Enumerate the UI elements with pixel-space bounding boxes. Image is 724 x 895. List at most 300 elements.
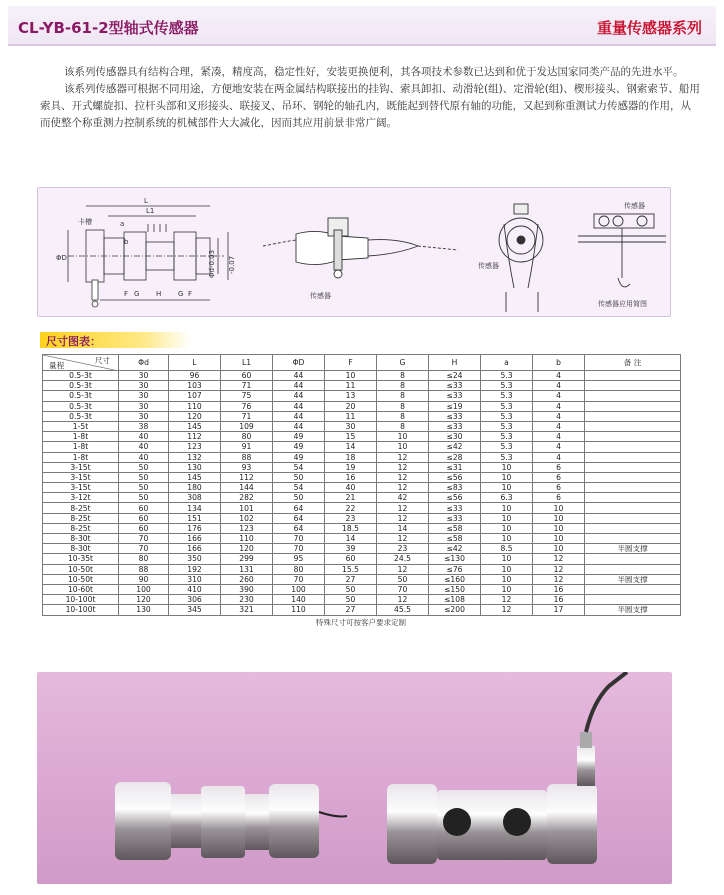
value-cell: 20: [325, 401, 377, 411]
value-cell: 10: [481, 503, 533, 513]
remark-cell: [585, 411, 681, 421]
value-cell: 10: [533, 534, 585, 544]
value-cell: 10: [481, 574, 533, 584]
column-header: L: [169, 355, 221, 371]
table-row: [43, 523, 681, 533]
value-cell: 5.3: [481, 391, 533, 401]
column-header: F: [325, 355, 377, 371]
remark-cell: [585, 523, 681, 533]
diagram-panel: [37, 187, 671, 317]
value-cell: 40: [119, 452, 169, 462]
value-cell: 70: [119, 544, 169, 554]
value-cell: ≤33: [429, 421, 481, 431]
value-cell: 260: [221, 574, 273, 584]
value-cell: 23: [377, 544, 429, 554]
value-cell: 12: [481, 595, 533, 605]
remark-cell: [585, 452, 681, 462]
value-cell: 18: [325, 452, 377, 462]
value-cell: 14: [377, 523, 429, 533]
remark-cell: [585, 503, 681, 513]
value-cell: 101: [221, 503, 273, 513]
value-cell: 12: [377, 513, 429, 523]
value-cell: 134: [169, 503, 221, 513]
value-cell: 120: [119, 595, 169, 605]
value-cell: 10: [481, 472, 533, 482]
value-cell: 44: [273, 381, 325, 391]
value-cell: ≤58: [429, 523, 481, 533]
spec-table-wrap: [42, 354, 680, 628]
value-cell: ≤30: [429, 432, 481, 442]
range-cell: 1-5t: [43, 421, 119, 431]
spec-table-body: [43, 371, 681, 616]
value-cell: 70: [273, 534, 325, 544]
value-cell: 345: [169, 605, 221, 615]
range-cell: 0.5-3t: [43, 391, 119, 401]
label-sensor-3: 传感器: [624, 202, 645, 210]
value-cell: 8: [377, 381, 429, 391]
range-cell: 1-8t: [43, 442, 119, 452]
value-cell: 120: [221, 544, 273, 554]
value-cell: 282: [221, 493, 273, 503]
value-cell: ≤76: [429, 564, 481, 574]
corner-bottom-label: 量程: [49, 361, 65, 370]
range-cell: 8-30t: [43, 534, 119, 544]
value-cell: 10: [377, 442, 429, 452]
label-H: H: [156, 290, 162, 298]
value-cell: 107: [169, 391, 221, 401]
value-cell: 60: [119, 503, 169, 513]
value-cell: 42: [377, 493, 429, 503]
value-cell: 88: [119, 564, 169, 574]
value-cell: 5.3: [481, 381, 533, 391]
value-cell: 308: [169, 493, 221, 503]
value-cell: 350: [169, 554, 221, 564]
value-cell: 17: [533, 605, 585, 615]
product-photo: [37, 672, 672, 884]
table-row: [43, 554, 681, 564]
value-cell: 88: [221, 452, 273, 462]
value-cell: 60: [221, 371, 273, 381]
table-row: [43, 432, 681, 442]
model-title: CL-YB-61-2型轴式传感器: [18, 19, 199, 37]
value-cell: 10: [481, 564, 533, 574]
value-cell: 60: [119, 513, 169, 523]
value-cell: ≤58: [429, 534, 481, 544]
value-cell: 15.5: [325, 564, 377, 574]
value-cell: 306: [169, 595, 221, 605]
table-row: [43, 564, 681, 574]
value-cell: 10: [533, 513, 585, 523]
remark-cell: [585, 401, 681, 411]
value-cell: 5.3: [481, 452, 533, 462]
value-cell: 12: [377, 483, 429, 493]
value-cell: ≤28: [429, 452, 481, 462]
value-cell: 4: [533, 442, 585, 452]
value-cell: ≤42: [429, 442, 481, 452]
value-cell: 6: [533, 472, 585, 482]
value-cell: 180: [169, 483, 221, 493]
column-header: b: [533, 355, 585, 371]
value-cell: 6: [533, 462, 585, 472]
value-cell: 44: [273, 401, 325, 411]
value-cell: 192: [169, 564, 221, 574]
value-cell: 390: [221, 584, 273, 594]
value-cell: ≤19: [429, 401, 481, 411]
range-cell: 0.5-3t: [43, 381, 119, 391]
remark-cell: [585, 534, 681, 544]
value-cell: 12: [377, 503, 429, 513]
value-cell: 30: [325, 421, 377, 431]
value-cell: 93: [221, 462, 273, 472]
value-cell: 19: [325, 462, 377, 472]
value-cell: 50: [119, 493, 169, 503]
value-cell: 38: [119, 421, 169, 431]
range-cell: 1-8t: [43, 452, 119, 462]
table-row: [43, 534, 681, 544]
value-cell: ≤200: [429, 605, 481, 615]
value-cell: 44: [273, 421, 325, 431]
value-cell: 60: [119, 523, 169, 533]
value-cell: 10: [533, 544, 585, 554]
remark-cell: [585, 554, 681, 564]
table-row: [43, 493, 681, 503]
value-cell: 10: [481, 462, 533, 472]
range-cell: 8-25t: [43, 513, 119, 523]
value-cell: 110: [273, 605, 325, 615]
label-tol: -0.07: [228, 255, 236, 274]
value-cell: 6: [533, 483, 585, 493]
table-row: [43, 584, 681, 594]
column-header: ΦD: [273, 355, 325, 371]
range-cell: 8-25t: [43, 503, 119, 513]
table-row: [43, 391, 681, 401]
right-axle-sensor: [387, 672, 627, 864]
diagram-svg: [38, 188, 672, 318]
value-cell: 100: [119, 584, 169, 594]
value-cell: 4: [533, 401, 585, 411]
value-cell: 80: [221, 432, 273, 442]
value-cell: 16: [533, 595, 585, 605]
value-cell: 12: [377, 534, 429, 544]
range-cell: 10-100t: [43, 605, 119, 615]
value-cell: 4: [533, 411, 585, 421]
value-cell: 50: [119, 472, 169, 482]
value-cell: 166: [169, 534, 221, 544]
value-cell: 10: [533, 503, 585, 513]
shackle-drawing: [263, 218, 458, 278]
value-cell: 27: [325, 574, 377, 584]
value-cell: 6.3: [481, 493, 533, 503]
value-cell: 40: [119, 442, 169, 452]
value-cell: 5.3: [481, 411, 533, 421]
label-groove: 卡槽: [78, 218, 92, 226]
value-cell: 110: [221, 534, 273, 544]
value-cell: 16: [533, 584, 585, 594]
table-header-row: [43, 355, 681, 371]
value-cell: 30: [119, 411, 169, 421]
value-cell: 39: [325, 544, 377, 554]
range-cell: 0.5-3t: [43, 411, 119, 421]
value-cell: 12: [533, 564, 585, 574]
value-cell: 10: [481, 483, 533, 493]
label-phiD: ΦD: [56, 254, 67, 262]
value-cell: 12: [377, 462, 429, 472]
value-cell: 70: [273, 574, 325, 584]
remark-cell: [585, 595, 681, 605]
table-row: [43, 483, 681, 493]
table-row: [43, 595, 681, 605]
value-cell: 100: [273, 584, 325, 594]
value-cell: 8: [377, 371, 429, 381]
label-G1: G: [134, 290, 140, 298]
value-cell: 176: [169, 523, 221, 533]
value-cell: 130: [119, 605, 169, 615]
value-cell: 144: [221, 483, 273, 493]
value-cell: 54: [273, 462, 325, 472]
value-cell: 103: [169, 381, 221, 391]
table-row: [43, 472, 681, 482]
intro-paragraph-2: 该系列传感器可根据不同用途，方便地安装在两金属结构联接出的挂钩、索具卸扣、动滑轮(组)、定滑轮(组)、楔形接头、钢索索节、船用索具、开式螺旋扣、拉杆头部和叉形接头、联接叉、吊环、钢轮的轴孔内，既能起到替代原有轴的功能，又起到称重测试力传感器的作用，从而使整个称重测力控制系统的机械部件大大减化，因而其应用前景非常广阔。: [40, 83, 700, 129]
value-cell: ≤42: [429, 544, 481, 554]
value-cell: 50: [273, 472, 325, 482]
value-cell: 109: [221, 421, 273, 431]
range-cell: 0.5-3t: [43, 371, 119, 381]
intro-paragraph-1: 该系列传感器具有结构合理，紧凑，精度高，稳定性好，安装更换便利，其各项技术参数已达到和优于发达国家同类产品的先进水平。: [64, 66, 684, 78]
value-cell: 12: [481, 605, 533, 615]
remark-cell: [585, 391, 681, 401]
left-axle-sensor: [115, 782, 347, 860]
crane-caption: 传感器应用简图: [598, 300, 647, 308]
value-cell: 5.3: [481, 421, 533, 431]
value-cell: 145: [169, 421, 221, 431]
value-cell: 131: [221, 564, 273, 574]
value-cell: 14: [325, 442, 377, 452]
value-cell: 14: [325, 534, 377, 544]
value-cell: 13: [325, 391, 377, 401]
range-cell: 8-25t: [43, 523, 119, 533]
table-row: [43, 574, 681, 584]
value-cell: 10: [481, 554, 533, 564]
value-cell: 70: [273, 544, 325, 554]
value-cell: 6: [533, 493, 585, 503]
value-cell: 45.5: [377, 605, 429, 615]
value-cell: 49: [273, 452, 325, 462]
table-row: [43, 411, 681, 421]
remark-cell: 半圆支撑: [585, 574, 681, 584]
value-cell: 23: [325, 513, 377, 523]
column-header: 备 注: [585, 355, 681, 371]
value-cell: ≤24: [429, 371, 481, 381]
label-F1: F: [124, 290, 129, 298]
value-cell: 310: [169, 574, 221, 584]
value-cell: 10: [377, 432, 429, 442]
value-cell: 40: [119, 432, 169, 442]
table-row: [43, 544, 681, 554]
value-cell: 120: [169, 411, 221, 421]
value-cell: 70: [119, 534, 169, 544]
range-cell: 0.5-3t: [43, 401, 119, 411]
range-cell: 3-12t: [43, 493, 119, 503]
value-cell: 10: [481, 534, 533, 544]
remark-cell: [585, 432, 681, 442]
value-cell: 75: [221, 391, 273, 401]
value-cell: ≤83: [429, 483, 481, 493]
value-cell: 166: [169, 544, 221, 554]
value-cell: 30: [119, 381, 169, 391]
value-cell: 140: [273, 595, 325, 605]
value-cell: 44: [273, 371, 325, 381]
value-cell: 16: [325, 472, 377, 482]
label-phid: Φd-0.03: [208, 249, 216, 278]
value-cell: 22: [325, 503, 377, 513]
value-cell: ≤33: [429, 381, 481, 391]
value-cell: 50: [273, 493, 325, 503]
value-cell: 112: [169, 432, 221, 442]
table-corner-cell: [43, 355, 119, 371]
value-cell: 123: [169, 442, 221, 452]
range-cell: 10-50t: [43, 564, 119, 574]
label-F2: F: [188, 290, 193, 298]
value-cell: 132: [169, 452, 221, 462]
label-a: a: [120, 220, 125, 228]
range-cell: 10-50t: [43, 574, 119, 584]
value-cell: 145: [169, 472, 221, 482]
value-cell: 30: [119, 391, 169, 401]
value-cell: 10: [481, 513, 533, 523]
value-cell: 27: [325, 605, 377, 615]
value-cell: 54: [273, 483, 325, 493]
value-cell: 8.5: [481, 544, 533, 554]
value-cell: 8: [377, 391, 429, 401]
value-cell: 12: [377, 452, 429, 462]
value-cell: 102: [221, 513, 273, 523]
range-cell: 3-15t: [43, 483, 119, 493]
value-cell: 11: [325, 381, 377, 391]
value-cell: 10: [325, 371, 377, 381]
value-cell: 8: [377, 421, 429, 431]
remark-cell: [585, 381, 681, 391]
value-cell: 44: [273, 391, 325, 401]
value-cell: 90: [119, 574, 169, 584]
remark-cell: [585, 472, 681, 482]
value-cell: 321: [221, 605, 273, 615]
corner-top-label: 尺寸: [94, 356, 110, 365]
label-sensor-1: 传感器: [310, 292, 331, 300]
value-cell: 15: [325, 432, 377, 442]
value-cell: ≤33: [429, 391, 481, 401]
table-row: [43, 381, 681, 391]
value-cell: 4: [533, 381, 585, 391]
axle-dimension-drawing: [68, 206, 228, 307]
remark-cell: [585, 371, 681, 381]
value-cell: 71: [221, 411, 273, 421]
value-cell: 12: [377, 564, 429, 574]
value-cell: 11: [325, 411, 377, 421]
value-cell: 96: [169, 371, 221, 381]
value-cell: 95: [273, 554, 325, 564]
value-cell: 4: [533, 421, 585, 431]
value-cell: ≤33: [429, 513, 481, 523]
table-row: [43, 513, 681, 523]
column-header: L1: [221, 355, 273, 371]
value-cell: 21: [325, 493, 377, 503]
range-cell: 1-8t: [43, 432, 119, 442]
remark-cell: [585, 462, 681, 472]
remark-cell: [585, 564, 681, 574]
value-cell: 70: [377, 584, 429, 594]
value-cell: 50: [377, 574, 429, 584]
value-cell: 12: [533, 554, 585, 564]
product-photo-svg: [37, 672, 672, 884]
value-cell: 4: [533, 432, 585, 442]
label-sensor-2: 传感器: [478, 262, 499, 270]
value-cell: ≤56: [429, 493, 481, 503]
section-title: 尺寸图表：: [40, 332, 190, 348]
value-cell: ≤33: [429, 503, 481, 513]
range-cell: 3-15t: [43, 462, 119, 472]
value-cell: 123: [221, 523, 273, 533]
value-cell: 80: [119, 554, 169, 564]
value-cell: 50: [325, 595, 377, 605]
remark-cell: [585, 442, 681, 452]
label-b: b: [124, 238, 129, 246]
range-cell: 3-15t: [43, 472, 119, 482]
value-cell: ≤33: [429, 411, 481, 421]
label-G2: G: [178, 290, 184, 298]
value-cell: ≤31: [429, 462, 481, 472]
intro-text: [40, 64, 700, 132]
range-cell: 8-30t: [43, 544, 119, 554]
series-title: 重量传感器系列: [596, 19, 702, 37]
value-cell: 49: [273, 432, 325, 442]
crane-application-drawing: [578, 214, 666, 287]
table-footnote: 特殊尺寸可按客户要求定制: [316, 617, 406, 627]
value-cell: 8: [377, 411, 429, 421]
value-cell: 130: [169, 462, 221, 472]
label-L: L: [144, 197, 148, 205]
table-row: [43, 605, 681, 615]
table-row: [43, 452, 681, 462]
value-cell: 80: [273, 564, 325, 574]
table-row: [43, 421, 681, 431]
value-cell: 151: [169, 513, 221, 523]
table-row: [43, 371, 681, 381]
value-cell: 76: [221, 401, 273, 411]
value-cell: 64: [273, 513, 325, 523]
remark-cell: 半圆支撑: [585, 544, 681, 554]
table-row: [43, 503, 681, 513]
remark-cell: 半圆支撑: [585, 605, 681, 615]
value-cell: 112: [221, 472, 273, 482]
value-cell: 4: [533, 452, 585, 462]
value-cell: 5.3: [481, 371, 533, 381]
value-cell: 18.5: [325, 523, 377, 533]
value-cell: ≤108: [429, 595, 481, 605]
value-cell: 10: [533, 523, 585, 533]
value-cell: 24.5: [377, 554, 429, 564]
value-cell: 10: [481, 584, 533, 594]
label-L1: L1: [146, 207, 155, 215]
value-cell: ≤56: [429, 472, 481, 482]
value-cell: 5.3: [481, 401, 533, 411]
value-cell: 49: [273, 442, 325, 452]
range-cell: 10-100t: [43, 595, 119, 605]
value-cell: 4: [533, 371, 585, 381]
value-cell: 12: [377, 595, 429, 605]
value-cell: 50: [119, 483, 169, 493]
value-cell: 71: [221, 381, 273, 391]
value-cell: 12: [533, 574, 585, 584]
